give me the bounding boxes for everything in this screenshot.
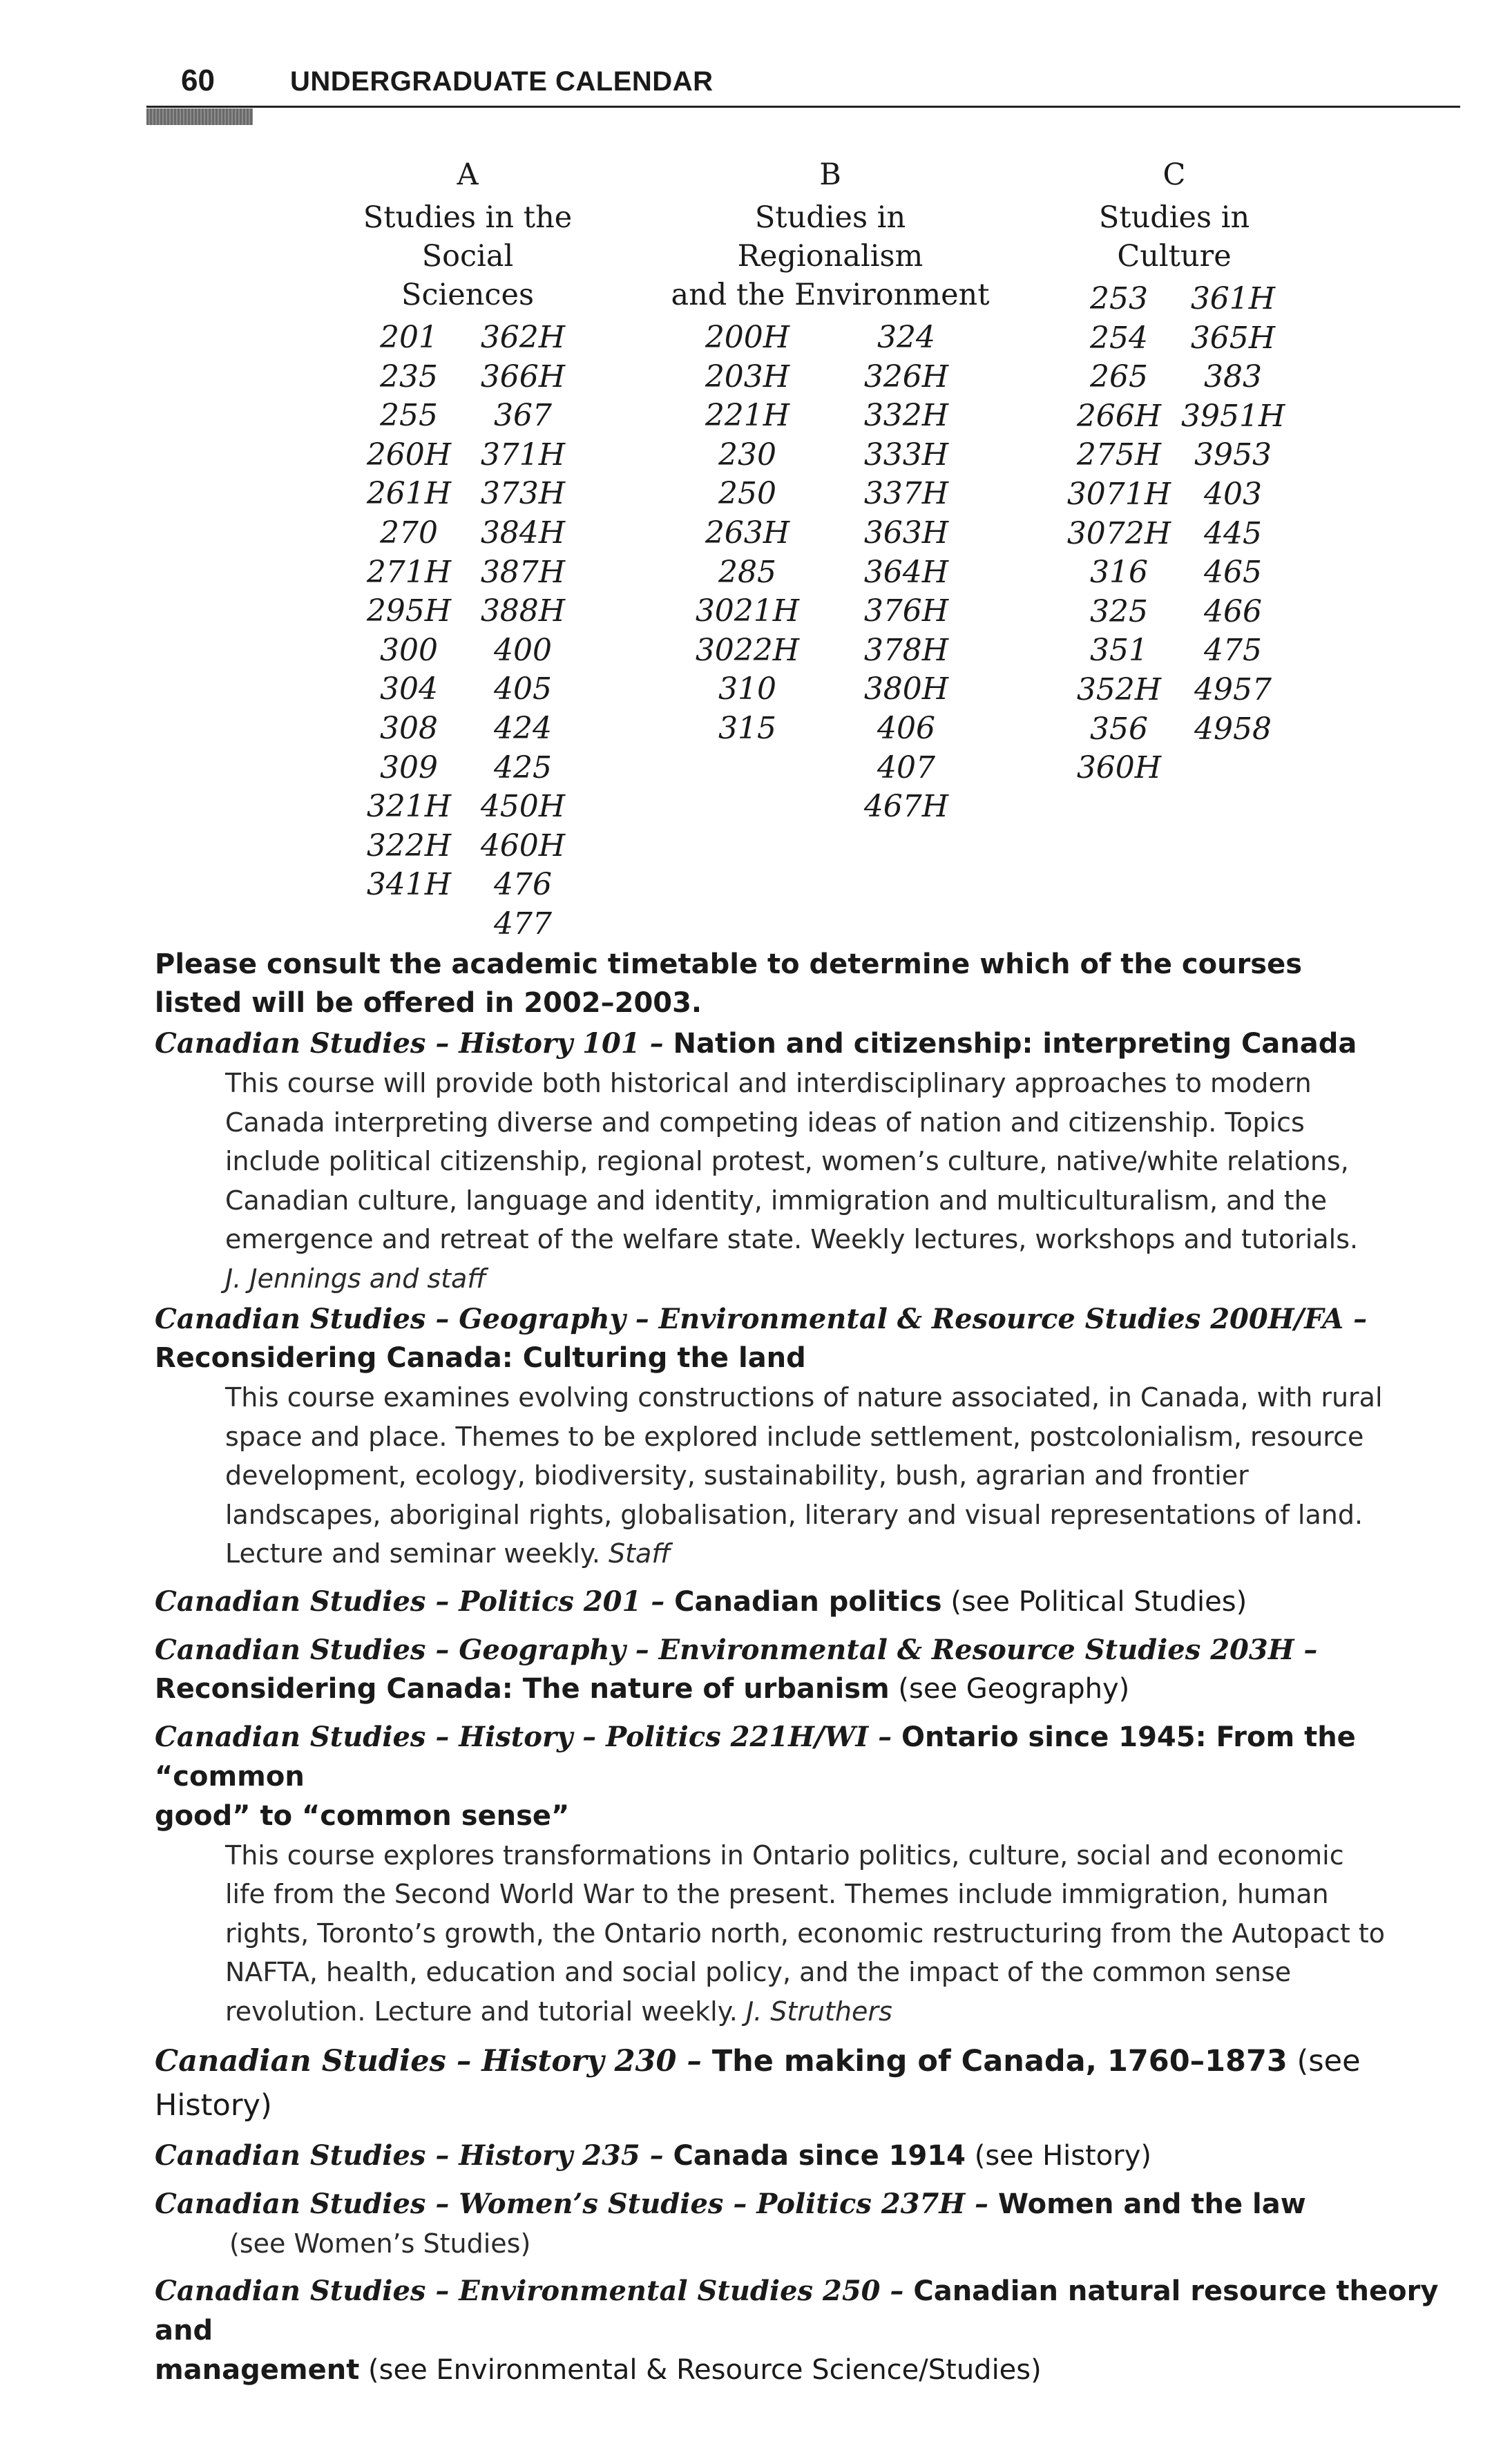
course-title-continued: management xyxy=(155,2354,360,2386)
course-number: 356 xyxy=(1090,711,1148,747)
description-line: This course explores transformations in Ontario politics, culture, social and economic xyxy=(225,1839,1344,1871)
course-number: 384H xyxy=(480,515,566,551)
course-number: 466 xyxy=(1204,593,1262,629)
group-title-line1: Studies in xyxy=(1098,200,1250,235)
cross-reference: (see Women’s Studies) xyxy=(229,2228,531,2259)
course-number-column-1 xyxy=(1064,280,1174,788)
course-description xyxy=(155,1064,1453,1298)
course-number: 3071H xyxy=(1066,476,1171,512)
course-number: 266H xyxy=(1076,398,1162,434)
course-title: Women and the law xyxy=(997,2188,1306,2220)
course-number: 407 xyxy=(877,749,935,785)
course-number: 388H xyxy=(480,593,566,629)
description-line: life from the Second World War to the present. Themes include immigration, human xyxy=(225,1879,1329,1909)
group-letter: B xyxy=(819,157,841,192)
group-title-line1: Studies in the xyxy=(363,200,573,235)
course-title: Reconsidering Canada: The nature of urbanism xyxy=(155,1672,890,1705)
course-number-column-2 xyxy=(830,318,968,827)
description-text: revolution. Lecture and tutorial weekly. xyxy=(225,1996,746,2027)
course-entry xyxy=(155,1299,1453,1574)
course-number: 362H xyxy=(480,320,566,355)
cross-reference: (see Environmental & Resource Science/Studies) xyxy=(359,2354,1042,2386)
description-line: include political citizenship, regional protest, women’s culture, native/white relations, xyxy=(225,1146,1349,1176)
course-number: 351 xyxy=(1090,633,1148,669)
course-number: 203H xyxy=(705,359,790,394)
course-heading xyxy=(155,1582,1453,1622)
page-number: 60 xyxy=(181,64,215,97)
course-number: 361H xyxy=(1190,281,1276,316)
course-heading xyxy=(155,2184,1453,2224)
course-number: 322H xyxy=(366,828,452,863)
course-number: 475 xyxy=(1204,633,1262,669)
course-group-b xyxy=(664,155,996,827)
course-number: 308 xyxy=(380,710,438,746)
description-line: emergence and retreat of the welfare state. Weekly lectures, workshops and tutorials. xyxy=(225,1224,1359,1254)
course-heading xyxy=(155,1024,1453,1064)
header-rule xyxy=(146,106,1460,108)
notice-line: listed will be offered in 2002–2003. xyxy=(155,987,702,1019)
course-number: 271H xyxy=(366,554,452,590)
course-heading xyxy=(155,2136,1453,2176)
course-number: 366H xyxy=(480,359,566,394)
course-number: 337H xyxy=(863,476,949,512)
calendar-title: UNDERGRADUATE CALENDAR xyxy=(290,66,714,97)
course-number: 380H xyxy=(863,671,949,707)
course-number: 476 xyxy=(494,867,552,903)
course-department: Canadian Studies – History – Politics 221H/WI – xyxy=(155,1720,902,1753)
course-number: 400 xyxy=(494,632,552,668)
course-number: 477 xyxy=(494,906,552,942)
course-number: 263H xyxy=(705,515,790,551)
course-number: 200H xyxy=(705,320,790,355)
course-title: Nation and citizenship: interpreting Canada xyxy=(673,1028,1357,1060)
course-number: 321H xyxy=(366,789,452,825)
course-title-continued: good” to “common sense” xyxy=(155,1799,570,1832)
course-department: Canadian Studies – Geography – Environmental & Resource Studies 200H/FA – xyxy=(155,1303,1368,1335)
course-number: 467H xyxy=(863,789,949,825)
course-number: 221H xyxy=(705,398,790,434)
group-letter: C xyxy=(1162,157,1186,192)
course-number: 3953 xyxy=(1194,437,1272,473)
course-description xyxy=(155,1836,1453,2032)
course-number: 403 xyxy=(1204,476,1262,512)
description-line: Canada interpreting diverse and competing ideas of nation and citizenship. Topics xyxy=(225,1107,1305,1138)
group-title-line1: Studies in Regionalism xyxy=(737,200,924,274)
course-entry xyxy=(155,2271,1453,2390)
course-number: 325 xyxy=(1090,593,1148,629)
course-number: 360H xyxy=(1076,750,1162,786)
course-number: 332H xyxy=(863,398,949,434)
course-number: 3021H xyxy=(695,593,800,629)
group-title-line2: Social Sciences xyxy=(401,239,535,312)
course-department: Canadian Studies – History 230 – xyxy=(155,2044,712,2078)
course-number: 364H xyxy=(863,554,949,590)
course-number: 326H xyxy=(863,359,949,394)
description-line: landscapes, aboriginal rights, globalisation, literary and visual representations of land. xyxy=(225,1499,1363,1530)
course-number: 450H xyxy=(480,789,566,825)
course-heading xyxy=(155,1630,1453,1709)
course-number: 406 xyxy=(877,710,935,746)
course-number: 285 xyxy=(718,554,776,590)
course-number: 260H xyxy=(366,437,452,472)
course-department: Canadian Studies – Women’s Studies – Politics 237H – xyxy=(155,2188,998,2220)
group-title-line2: Culture xyxy=(1117,239,1232,274)
course-number-column-1 xyxy=(664,318,830,827)
course-instructor: J. Struthers xyxy=(745,1996,892,2027)
course-number: 387H xyxy=(480,554,566,590)
course-heading xyxy=(155,2271,1453,2390)
description-line: development, ecology, biodiversity, sustainability, bush, agrarian and frontier xyxy=(225,1460,1249,1491)
course-number: 261H xyxy=(366,476,452,512)
course-listing xyxy=(155,945,1453,2390)
course-group-c xyxy=(1064,155,1285,788)
course-number: 383 xyxy=(1204,359,1262,395)
course-number: 3072H xyxy=(1066,515,1171,551)
course-group-a xyxy=(354,155,582,944)
course-number: 352H xyxy=(1076,671,1162,707)
course-entry xyxy=(155,1717,1453,2032)
course-title: Ontario since 1945: From the “common xyxy=(155,1721,1356,1793)
group-letter: A xyxy=(457,157,479,192)
course-number: 316 xyxy=(1090,555,1148,591)
description-line: rights, Toronto’s growth, the Ontario north, economic restructuring from the Autopact to xyxy=(225,1918,1385,1949)
course-number-column-2 xyxy=(1174,280,1285,788)
course-department: Canadian Studies – History 235 – xyxy=(155,2139,673,2172)
course-number: 341H xyxy=(366,867,452,903)
course-entry xyxy=(155,2039,1453,2128)
description-line xyxy=(225,1992,1453,2032)
course-number: 270 xyxy=(380,515,438,551)
cross-reference: (see History) xyxy=(155,2044,1361,2123)
course-number: 295H xyxy=(366,593,452,629)
course-number: 315 xyxy=(718,710,776,746)
header-rule-marker xyxy=(146,108,253,125)
course-number: 425 xyxy=(494,749,552,785)
course-number: 371H xyxy=(480,437,566,472)
cross-reference: (see History) xyxy=(966,2140,1152,2172)
course-entry xyxy=(155,2184,1453,2263)
course-number: 3951H xyxy=(1181,398,1285,434)
course-number: 378H xyxy=(863,632,949,668)
course-number: 465 xyxy=(1204,555,1262,591)
course-number: 376H xyxy=(863,593,949,629)
course-number: 300 xyxy=(380,632,438,668)
course-number-column-1 xyxy=(354,318,464,944)
course-number: 275H xyxy=(1076,437,1162,473)
course-number: 4958 xyxy=(1194,711,1272,747)
course-heading xyxy=(155,2039,1453,2128)
course-number: 367 xyxy=(494,398,552,434)
group-title-line2: and the Environment xyxy=(671,278,990,312)
course-number: 310 xyxy=(718,671,776,707)
course-entry xyxy=(155,1024,1453,1298)
course-department: Canadian Studies – Geography – Environmental & Resource Studies 203H – xyxy=(155,1633,1318,1666)
course-number-column-2 xyxy=(464,318,582,944)
course-entry xyxy=(155,2136,1453,2176)
course-department: Canadian Studies – Environmental Studies 250 – xyxy=(155,2275,914,2307)
course-title: Canadian natural resource theory and xyxy=(155,2275,1439,2347)
description-line xyxy=(225,1534,1453,1574)
course-number: 309 xyxy=(380,749,438,785)
description-line: This course examines evolving constructions of nature associated, in Canada, with rural xyxy=(225,1382,1383,1413)
cross-reference: (see Political Studies) xyxy=(941,1585,1247,1618)
course-title: Canadian politics xyxy=(674,1585,942,1618)
course-heading xyxy=(155,1299,1453,1378)
course-number: 363H xyxy=(863,515,949,551)
course-number: 424 xyxy=(494,710,552,746)
course-number: 3022H xyxy=(695,632,800,668)
course-number: 201 xyxy=(380,320,438,355)
course-number: 230 xyxy=(718,437,776,472)
course-number: 254 xyxy=(1090,320,1148,356)
course-title: Reconsidering Canada: Culturing the land xyxy=(155,1342,806,1374)
course-number: 265 xyxy=(1090,359,1148,395)
course-number: 405 xyxy=(494,671,552,707)
course-title: Canada since 1914 xyxy=(673,2140,966,2172)
timetable-notice xyxy=(155,945,1453,1022)
notice-line: Please consult the academic timetable to determine which of the courses xyxy=(155,948,1303,980)
course-number: 253 xyxy=(1090,281,1148,316)
course-description xyxy=(155,1378,1453,1574)
description-text: Lecture and seminar weekly. xyxy=(225,1538,609,1569)
course-entry xyxy=(155,1630,1453,1709)
course-number: 255 xyxy=(380,398,438,434)
course-number: 304 xyxy=(380,671,438,707)
course-number: 4957 xyxy=(1194,671,1272,707)
course-department: Canadian Studies – Politics 201 – xyxy=(155,1585,675,1618)
course-entry xyxy=(155,1582,1453,1622)
description-line: Canadian culture, language and identity, immigration and multiculturalism, and the xyxy=(225,1185,1328,1216)
course-number: 333H xyxy=(863,437,949,472)
description-line: space and place. Themes to be explored include settlement, postcolonialism, resource xyxy=(225,1421,1364,1452)
course-number: 250 xyxy=(718,476,776,512)
course-number: 445 xyxy=(1204,515,1262,551)
page-header xyxy=(181,64,713,105)
description-line: NAFTA, health, education and social policy, and the impact of the common sense xyxy=(225,1957,1292,1987)
course-department: Canadian Studies – History 101 – xyxy=(155,1027,673,1060)
course-number: 365H xyxy=(1190,320,1276,356)
course-number: 373H xyxy=(480,476,566,512)
course-heading xyxy=(155,1717,1453,1836)
cross-reference: (see Geography) xyxy=(889,1672,1130,1705)
description-line: This course will provide both historical and interdisciplinary approaches to modern xyxy=(225,1068,1312,1098)
course-instructor: Staff xyxy=(609,1538,671,1569)
course-number: 235 xyxy=(380,359,438,394)
course-number: 460H xyxy=(480,828,566,863)
course-title: The making of Canada, 1760–1873 xyxy=(711,2044,1288,2078)
course-number: 324 xyxy=(877,320,935,355)
course-instructor: J. Jennings and staff xyxy=(225,1263,486,1294)
